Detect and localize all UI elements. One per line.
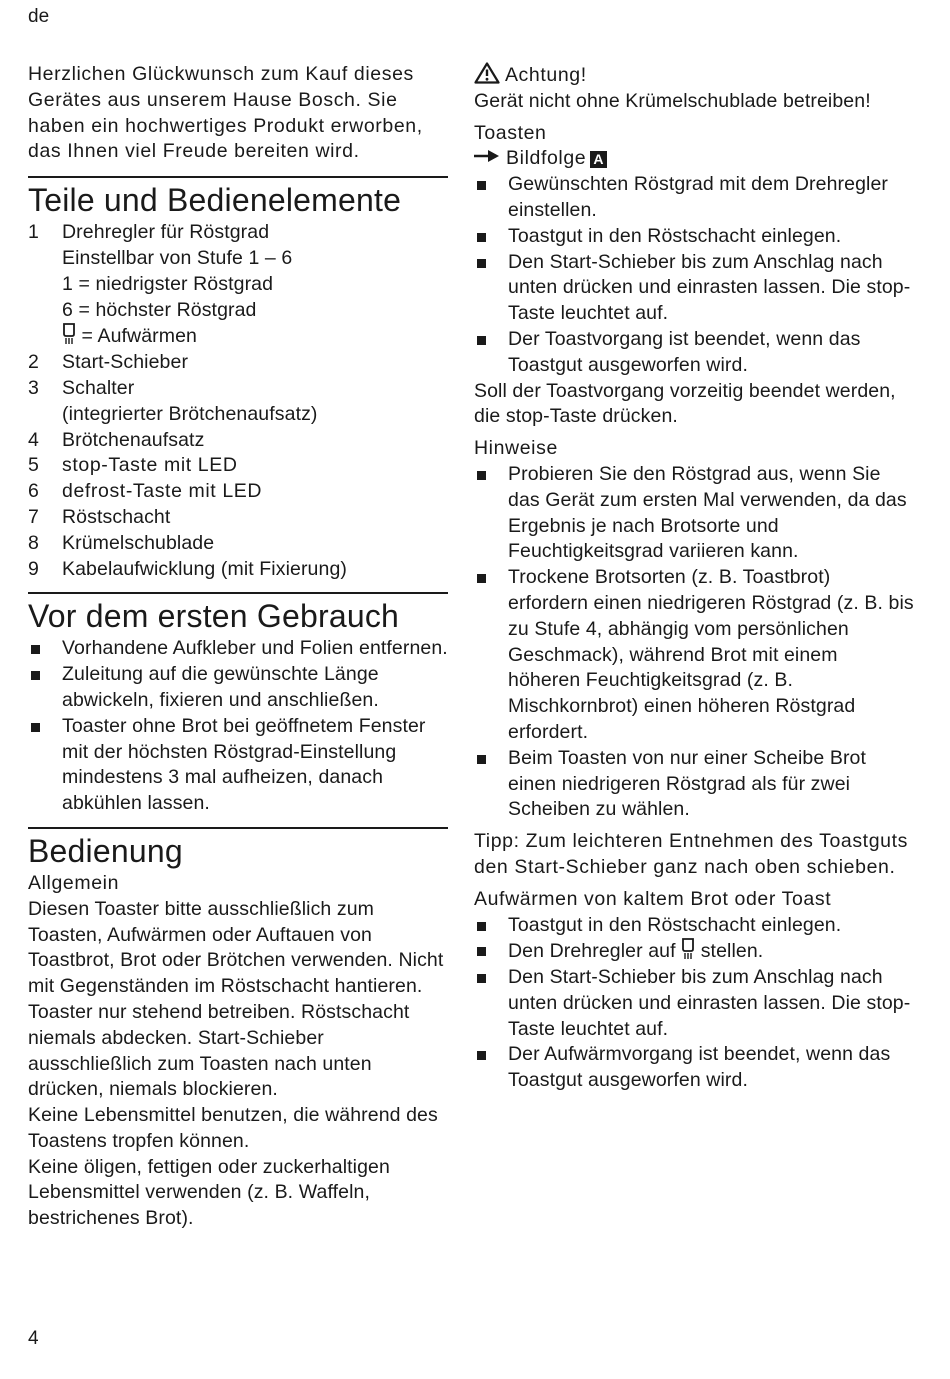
reheat-list — [474, 913, 914, 1095]
bullet-icon — [474, 1042, 508, 1094]
list-item — [474, 224, 914, 250]
list-item — [28, 428, 448, 454]
item-number: 8 — [28, 531, 39, 554]
item-text: Der Toastvorgang ist beendet, wenn das Toastgut ausgeworfen wird. — [508, 327, 861, 376]
list-item — [474, 172, 914, 224]
item-text: 6 = höchster Röstgrad — [62, 298, 257, 321]
item-text: Zuleitung auf die gewünschte Länge abwickeln, fixieren und anschließen. — [62, 663, 379, 711]
list-item — [474, 1042, 914, 1094]
general-paragraph: Diesen Toaster bitte ausschließlich zum Toasten, Aufwärmen oder Auftauen von Toastbrot, Brot oder Brötchen verwenden. Nicht mit Gegenständen im Röstschacht hantieren. Toaster nur stehend betreiben. Röstschacht niemals abdecken. Start-Schieber ausschließlich zum Toasten nach unten drücken, niemals blockieren. — [28, 897, 444, 1101]
bullet-icon — [28, 662, 62, 714]
intro-paragraph: Herzlichen Glückwunsch zum Kauf dieses Gerätes aus unserem Hause Bosch. Sie haben ein hochwertiges Produkt erworben, das Ihnen viel Freude bereiten wird. — [28, 63, 423, 163]
list-item — [28, 636, 448, 662]
warning-title: Achtung! — [504, 64, 587, 86]
list-item — [28, 505, 448, 531]
list-item — [28, 220, 448, 350]
item-number: 2 — [28, 351, 39, 374]
item-text: 1 = niedrigster Röstgrad — [62, 272, 274, 295]
list-item — [474, 913, 914, 939]
item-text: Start-Schieber — [62, 351, 189, 374]
list-item — [28, 453, 448, 479]
toasting-list — [474, 172, 914, 378]
right-column — [474, 62, 914, 1094]
item-text: Beim Toasten von nur einer Scheibe Brot einen niedrigeren Röstgrad als für zwei Scheiben zu wählen. — [508, 746, 866, 821]
figure-reference — [474, 146, 914, 172]
bullet-icon — [474, 938, 508, 965]
item-text: Probieren Sie den Röstgrad aus, wenn Sie das Gerät zum ersten Mal verwenden, da das Ergebnis je nach Brotsorte und Feuchtigkeitsgrad variieren kann. — [508, 462, 907, 563]
reheat-icon — [681, 940, 695, 962]
list-item — [28, 479, 448, 505]
list-item — [474, 250, 914, 327]
list-item — [28, 350, 448, 376]
notes-subheading: Hinweise — [474, 437, 558, 460]
list-item — [28, 714, 448, 817]
item-text: Den Start-Schieber bis zum Anschlag nach unten drücken und einrasten lassen. Die stop-Taste leuchtet auf. — [508, 250, 911, 325]
item-text: Der Aufwärmvorgang ist beendet, wenn das Toastgut ausgeworfen wird. — [508, 1043, 891, 1092]
item-text: Den Start-Schieber bis zum Anschlag nach unten drücken und einrasten lassen. Die stop-Taste leuchtet auf. — [508, 966, 911, 1040]
item-text: defrost-Taste mit LED — [62, 480, 263, 503]
bullet-icon — [474, 913, 508, 939]
list-item — [28, 376, 448, 428]
bullet-icon — [474, 565, 508, 746]
parts-list — [28, 220, 448, 582]
bullet-icon — [474, 250, 508, 327]
item-number: 4 — [28, 428, 39, 451]
left-column — [28, 62, 448, 1232]
item-text: Toaster ohne Brot bei geöffnetem Fenster mit der höchsten Röstgrad-Einstellung mindestens 3 mal aufheizen, danach abkühlen lassen. — [62, 714, 426, 815]
toasting-subheading: Toasten — [474, 121, 547, 144]
general-subheading: Allgemein — [28, 871, 120, 894]
item-number: 7 — [28, 505, 39, 528]
first-use-list — [28, 636, 448, 817]
warning-icon — [474, 64, 500, 86]
list-item — [28, 662, 448, 714]
item-text: Vorhandene Aufkleber und Folien entfernen. — [62, 637, 448, 660]
tip-paragraph: Tipp: Zum leichteren Entnehmen des Toastguts den Start-Schieber ganz nach oben schieben. — [474, 830, 908, 878]
bullet-icon — [474, 172, 508, 224]
item-number: 1 — [28, 221, 39, 244]
list-item — [474, 746, 914, 823]
bullet-icon — [474, 746, 508, 823]
figure-reference-label: Bildfolge — [506, 147, 587, 170]
item-text: Den Drehregler auf — [508, 940, 676, 963]
item-text: Kabelaufwicklung (mit Fixierung) — [62, 557, 347, 580]
item-text: Röstschacht — [62, 505, 171, 528]
warning-text: Gerät nicht ohne Krümelschublade betreiben! — [474, 89, 871, 112]
bullet-icon — [28, 636, 62, 662]
item-number: 5 — [28, 454, 39, 477]
list-item — [474, 327, 914, 379]
item-text: Toastgut in den Röstschacht einlegen. — [508, 224, 842, 247]
operation-section — [28, 827, 448, 1232]
item-number: 9 — [28, 557, 39, 580]
page-number: 4 — [28, 1328, 39, 1349]
arrow-right-icon — [474, 147, 500, 169]
item-text: stellen. — [700, 940, 764, 963]
item-text: Gewünschten Röstgrad mit dem Drehregler einstellen. — [508, 173, 888, 221]
list-item — [474, 565, 914, 746]
list-item — [474, 965, 914, 1042]
item-text: Einstellbar von Stufe 1 – 6 — [62, 246, 293, 269]
item-number: 6 — [28, 480, 39, 503]
list-item — [474, 462, 914, 565]
bullet-icon — [474, 327, 508, 379]
toasting-stop-note: Soll der Toastvorgang vorzeitig beendet werden, die stop-Taste drücken. — [474, 379, 896, 428]
figure-letter: A — [590, 151, 607, 168]
item-text: Trockene Brotsorten (z. B. Toastbrot) erfordern einen niedrigeren Röstgrad (z. B. bis zu Stufe 4, abhängig vom persönlichen Geschmack), während Brot mit einem höheren Feuchtigkeitsgrad (z. B. Mischkornbrot) einen höheren Röstgrad erfordert. — [508, 566, 914, 743]
item-text: Brötchenaufsatz — [62, 428, 205, 451]
operation-heading: Bedienung — [28, 832, 183, 869]
item-text: Drehregler für Röstgrad — [62, 221, 270, 244]
first-use-section — [28, 592, 448, 817]
item-text: (integrierter Brötchenaufsatz) — [62, 402, 318, 425]
language-code: de — [28, 6, 50, 27]
item-number: 3 — [28, 376, 39, 399]
notes-list — [474, 462, 914, 823]
item-text: stop-Taste mit LED — [62, 454, 238, 477]
parts-section — [28, 176, 448, 582]
list-item — [28, 531, 448, 557]
list-item — [474, 938, 914, 965]
bullet-icon — [474, 224, 508, 250]
general-paragraph: Keine Lebensmittel benutzen, die während des Toastens tropfen können. — [28, 1104, 438, 1152]
bullet-icon — [28, 714, 62, 817]
item-text: = Aufwärmen — [81, 325, 197, 348]
parts-heading: Teile und Bedienelemente — [28, 182, 402, 219]
item-text: Krümelschublade — [62, 531, 215, 554]
bullet-icon — [474, 965, 508, 1042]
item-text: Schalter — [62, 376, 135, 399]
item-text: Toastgut in den Röstschacht einlegen. — [508, 913, 842, 936]
reheat-subheading: Aufwärmen von kaltem Brot oder Toast — [474, 887, 832, 910]
reheat-icon — [62, 325, 82, 347]
first-use-heading: Vor dem ersten Gebrauch — [28, 598, 400, 635]
list-item — [28, 557, 448, 583]
bullet-icon — [474, 462, 508, 565]
general-paragraph: Keine öligen, fettigen oder zuckerhaltigen Lebensmittel verwenden (z. B. Waffeln, bestrichenes Brot). — [28, 1155, 390, 1230]
warning-title-row — [474, 62, 914, 89]
